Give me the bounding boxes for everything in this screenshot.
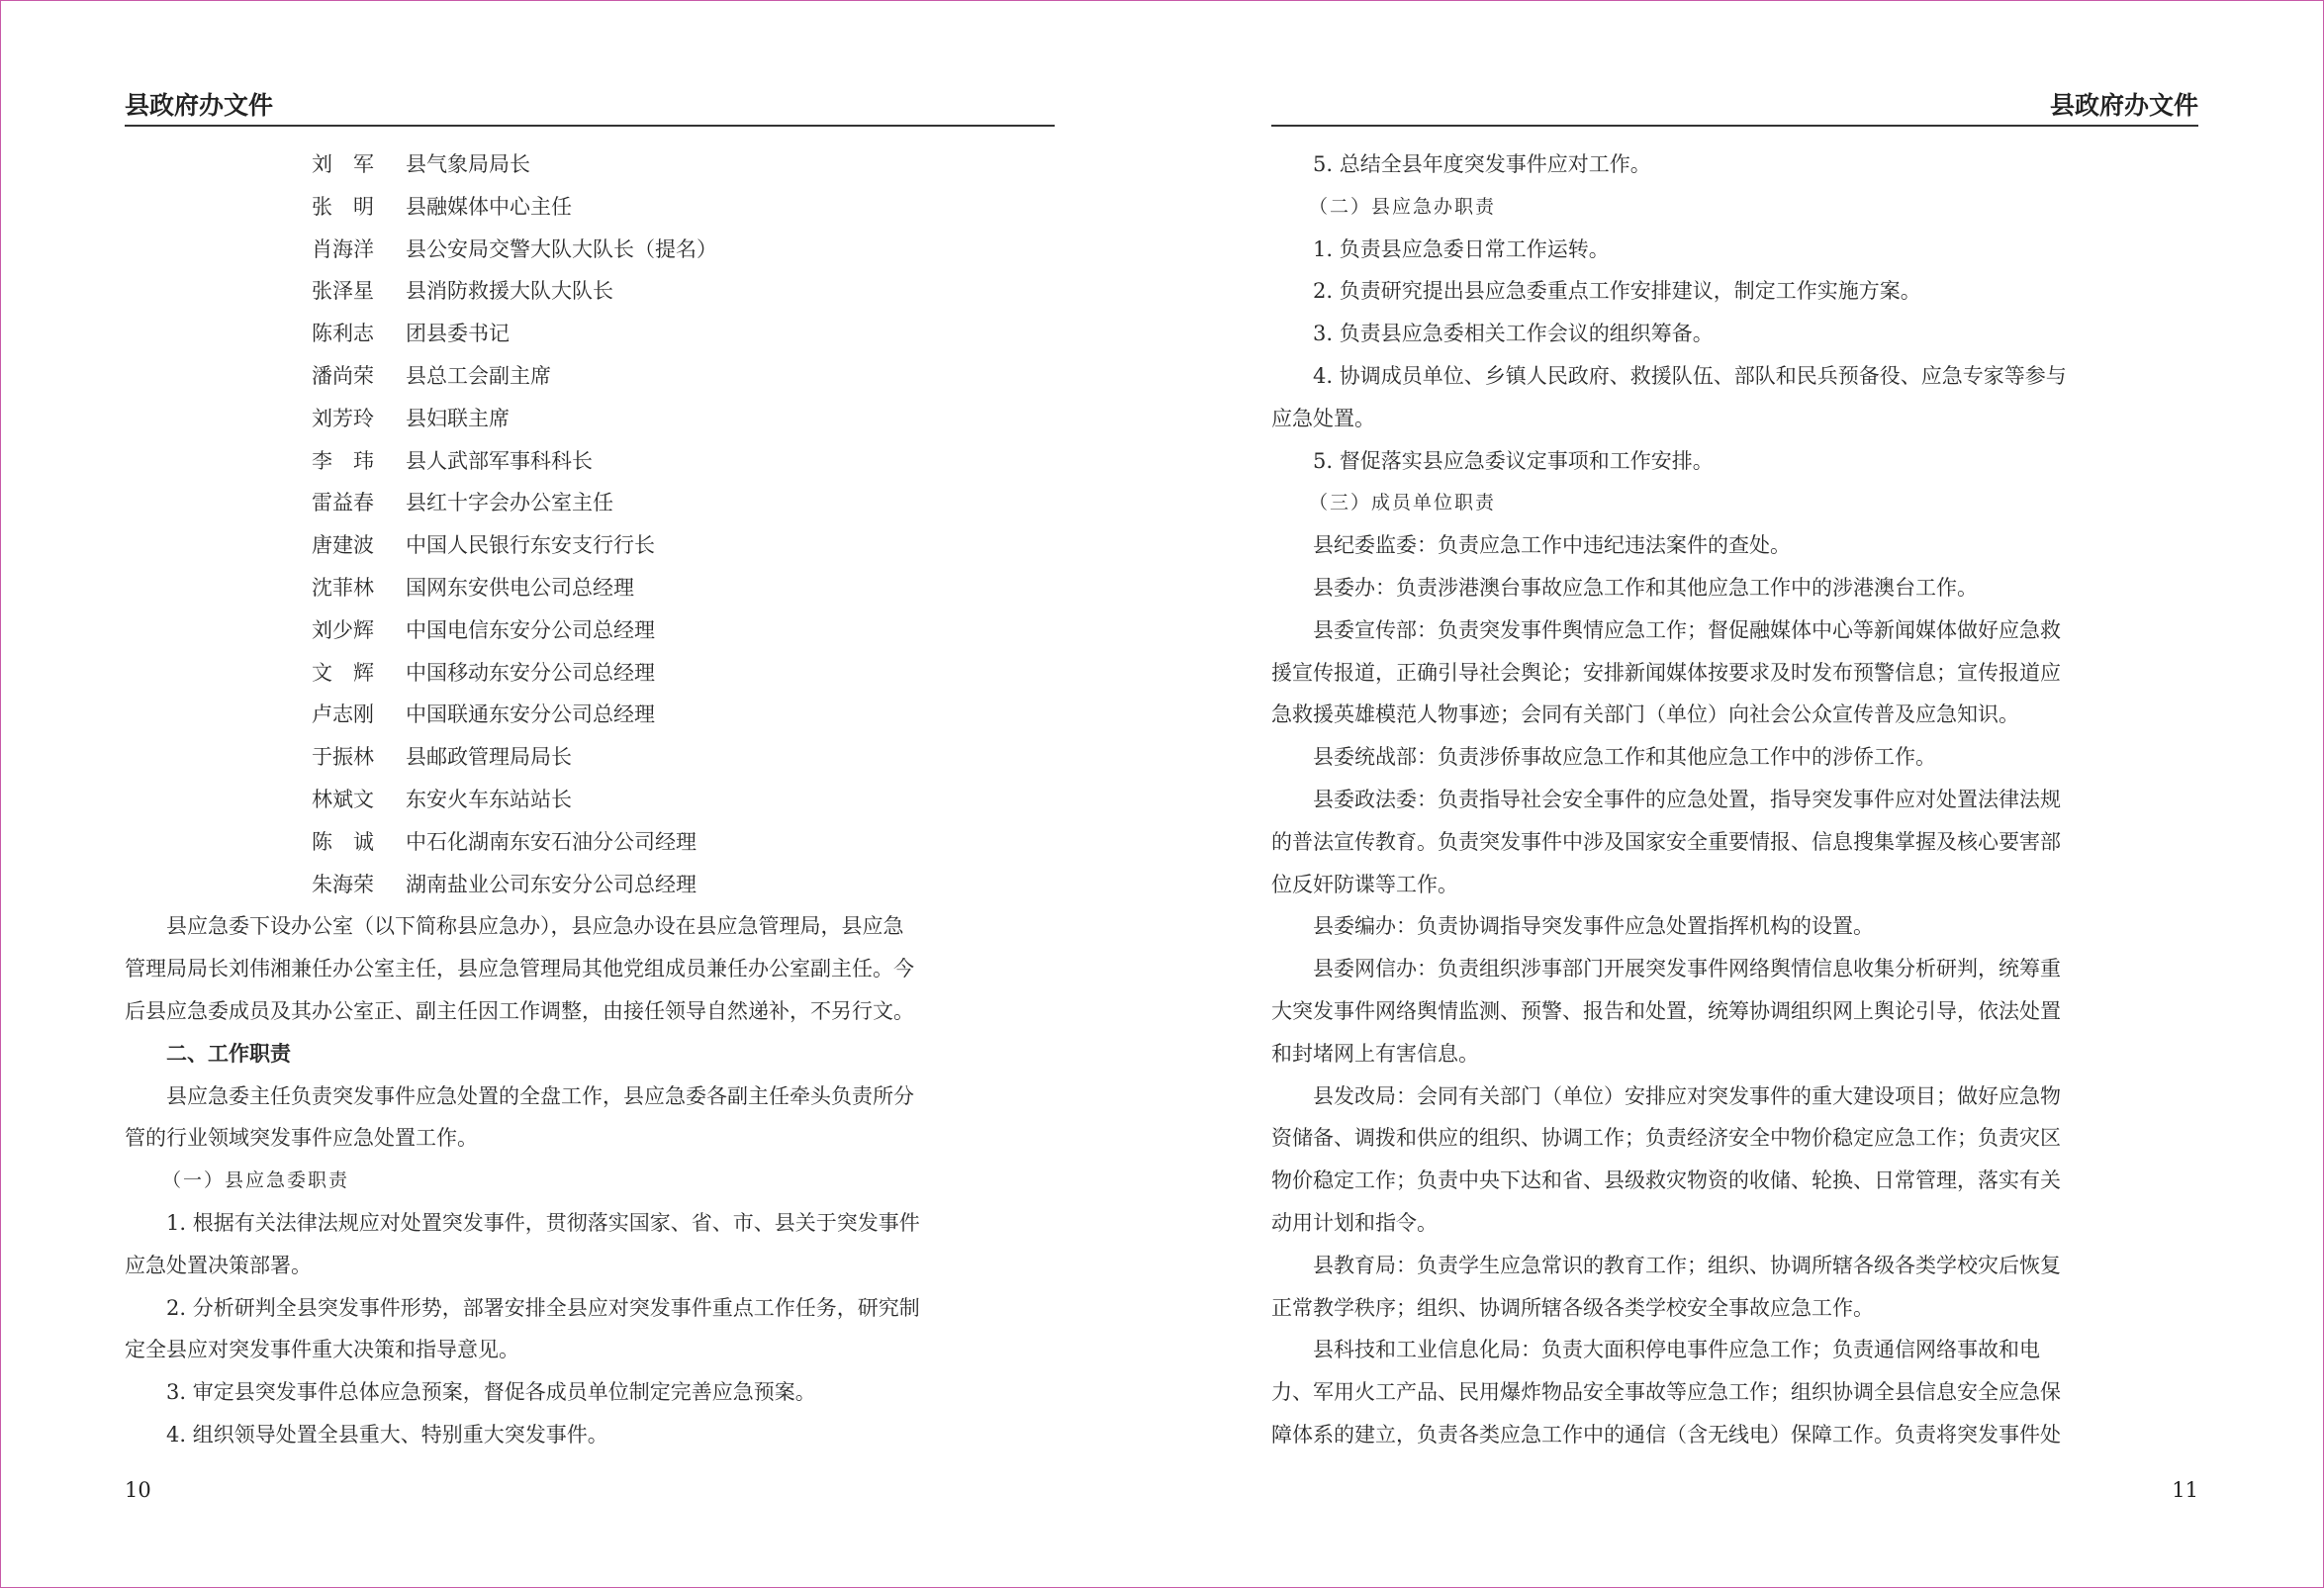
member-name: 朱海荣 bbox=[312, 872, 374, 896]
paragraph-line: 急救援英雄模范人物事迹；会同有关部门（单位）向社会公众宣传普及应急知识。 bbox=[1271, 702, 2019, 727]
paragraph-line: 物价稳定工作；负责中央下达和省、县级救灾物资的收储、轮换、日常管理，落实有关 bbox=[1271, 1168, 2061, 1193]
member-title: 县气象局局长 bbox=[406, 152, 530, 176]
member-row bbox=[125, 694, 1055, 736]
member-title: 县消防救援大队大队长 bbox=[406, 279, 613, 304]
member-name: 潘尚荣 bbox=[312, 363, 374, 388]
member-name: 沈菲林 bbox=[312, 575, 374, 600]
member-row bbox=[125, 143, 1055, 186]
member-name: 肖海洋 bbox=[312, 236, 374, 261]
paragraph-line: 1. 根据有关法律法规应对处置突发事件，贯彻落实国家、省、市、县关于突发事件 bbox=[166, 1210, 920, 1235]
paragraph-line: 资储备、调拨和供应的组织、协调工作；负责经济安全中物价稳定应急工作；负责灾区 bbox=[1271, 1126, 2061, 1151]
paragraph-line: 正常教学秩序；组织、协调所辖各级各类学校安全事故应急工作。 bbox=[1271, 1295, 1874, 1320]
paragraph-line: 县委统战部：负责涉侨事故应急工作和其他应急工作中的涉侨工作。 bbox=[1313, 745, 1936, 770]
member-row bbox=[125, 229, 1055, 271]
member-name: 刘 军 bbox=[312, 152, 374, 176]
paragraph-line: 5. 总结全县年度突发事件应对工作。 bbox=[1313, 152, 1651, 176]
member-title: 县红十字会办公室主任 bbox=[406, 491, 613, 515]
paragraph-line: 县委编办：负责协调指导突发事件应急处置指挥机构的设置。 bbox=[1313, 914, 1874, 939]
member-row bbox=[125, 864, 1055, 906]
paragraph-line: 和封堵网上有害信息。 bbox=[1271, 1041, 1479, 1066]
paragraph-line: 4. 协调成员单位、乡镇人民政府、救援队伍、部队和民兵预备役、应急专家等参与 bbox=[1313, 363, 2067, 388]
member-name: 文 辉 bbox=[312, 660, 374, 685]
paragraph-line: 应急处置。 bbox=[1271, 406, 1375, 430]
paragraph-line: 县纪委监委：负责应急工作中违纪违法案件的查处。 bbox=[1313, 533, 1791, 558]
paragraph-line: 应急处置决策部署。 bbox=[125, 1253, 312, 1277]
member-name: 卢志刚 bbox=[312, 702, 374, 727]
paragraph-line: 的普法宣传教育。负责突发事件中涉及国家安全重要情报、信息搜集掌握及核心要害部 bbox=[1271, 829, 2061, 854]
paragraph-line: 4. 组织领导处置全县重大、特别重大突发事件。 bbox=[166, 1422, 608, 1447]
member-name: 刘芳玲 bbox=[312, 406, 374, 430]
paragraph-line: 1. 负责县应急委日常工作运转。 bbox=[1313, 236, 1610, 261]
paragraph-line: 县应急委主任负责突发事件应急处置的全盘工作，县应急委各副主任牵头负责所分 bbox=[166, 1083, 914, 1108]
paragraph-line: 位反奸防谍等工作。 bbox=[1271, 872, 1458, 896]
paragraph-line: 县委宣传部：负责突发事件舆情应急工作；督促融媒体中心等新闻媒体做好应急救 bbox=[1313, 617, 2061, 642]
paragraph-line: 县科技和工业信息化局：负责大面积停电事件应急工作；负责通信网络事故和电 bbox=[1313, 1338, 2040, 1362]
paragraph-line: 县委网信办：负责组织涉事部门开展突发事件网络舆情信息收集分析研判，统筹重 bbox=[1313, 957, 2061, 981]
member-name: 唐建波 bbox=[312, 533, 374, 558]
paragraph-line: 障体系的建立，负责各类应急工作中的通信（含无线电）保障工作。负责将突发事件处 bbox=[1271, 1422, 2061, 1447]
member-name: 李 玮 bbox=[312, 448, 374, 473]
paragraph-line: 3. 审定县突发事件总体应急预案，督促各成员单位制定完善应急预案。 bbox=[166, 1380, 816, 1405]
member-title: 中国人民银行东安支行行长 bbox=[406, 533, 655, 558]
paragraph-line: 定全县应对突发事件重大决策和指导意见。 bbox=[125, 1338, 519, 1362]
member-row bbox=[125, 736, 1055, 779]
member-title: 中石化湖南东安石油分公司经理 bbox=[406, 829, 697, 854]
left-page-body bbox=[125, 143, 1055, 1456]
member-title: 县邮政管理局局长 bbox=[406, 745, 572, 770]
page-number: 11 bbox=[2172, 1478, 2198, 1502]
paragraph-line: 动用计划和指令。 bbox=[1271, 1210, 1438, 1235]
member-row bbox=[125, 652, 1055, 695]
member-title: 国网东安供电公司总经理 bbox=[406, 575, 634, 600]
member-name: 雷益春 bbox=[312, 491, 374, 515]
paragraph-line: 县委政法委：负责指导社会安全事件的应急处置，指导突发事件应对处置法律法规 bbox=[1313, 787, 2061, 811]
paragraph-line: 县应急委下设办公室（以下简称县应急办），县应急办设在县应急管理局，县应急 bbox=[166, 914, 904, 939]
page-number: 10 bbox=[125, 1478, 151, 1502]
paragraph-line: 2. 负责研究提出县应急委重点工作安排建议，制定工作实施方案。 bbox=[1313, 279, 1921, 304]
member-row bbox=[125, 524, 1055, 567]
member-row bbox=[125, 313, 1055, 355]
member-name: 陈 诚 bbox=[312, 829, 374, 854]
paragraph-line: 后县应急委成员及其办公室正、副主任因工作调整，由接任领导自然递补，不另行文。 bbox=[125, 998, 914, 1023]
subsection-heading: （一）县应急委职责 bbox=[162, 1169, 350, 1192]
member-name: 陈利志 bbox=[312, 322, 374, 346]
member-title: 东安火车东站站长 bbox=[406, 787, 572, 811]
paragraph-line: 3. 负责县应急委相关工作会议的组织筹备。 bbox=[1313, 322, 1714, 346]
paragraph-line: 管的行业领域突发事件应急处置工作。 bbox=[125, 1126, 478, 1151]
subsection-heading: （二）县应急办职责 bbox=[1309, 195, 1497, 218]
member-title: 县融媒体中心主任 bbox=[406, 194, 572, 219]
member-row bbox=[125, 440, 1055, 483]
member-title: 县总工会副主席 bbox=[406, 363, 551, 388]
member-title: 县公安局交警大队大队长（提名） bbox=[406, 236, 717, 261]
member-title: 县妇联主席 bbox=[406, 406, 510, 430]
paragraph-line: 县委办：负责涉港澳台事故应急工作和其他应急工作中的涉港澳台工作。 bbox=[1313, 575, 1978, 600]
paragraph-line: 管理局局长刘伟湘兼任办公室主任，县应急管理局其他党组成员兼任办公室副主任。今 bbox=[125, 957, 914, 981]
paragraph-line: 大突发事件网络舆情监测、预警、报告和处置，统筹协调组织网上舆论引导，依法处置 bbox=[1271, 998, 2061, 1023]
member-title: 中国移动东安分公司总经理 bbox=[406, 660, 655, 685]
member-row bbox=[125, 186, 1055, 229]
member-name: 刘少辉 bbox=[312, 617, 374, 642]
paragraph-line: 县教育局：负责学生应急常识的教育工作；组织、协调所辖各级各类学校灾后恢复 bbox=[1313, 1253, 2061, 1277]
member-row bbox=[125, 567, 1055, 609]
running-header: 县政府办文件 bbox=[125, 91, 1055, 127]
section-heading: 二、工作职责 bbox=[166, 1041, 291, 1066]
member-row bbox=[125, 821, 1055, 864]
member-row bbox=[125, 779, 1055, 821]
paragraph-line: 力、军用火工产品、民用爆炸物品安全事故等应急工作；组织协调全县信息安全应急保 bbox=[1271, 1380, 2061, 1405]
member-row bbox=[125, 609, 1055, 652]
running-header: 县政府办文件 bbox=[1271, 91, 2198, 127]
member-title: 中国电信东安分公司总经理 bbox=[406, 617, 655, 642]
right-page-body bbox=[1271, 143, 2198, 1456]
member-name: 于振林 bbox=[312, 745, 374, 770]
paragraph-line: 援宣传报道，正确引导社会舆论；安排新闻媒体按要求及时发布预警信息；宣传报道应 bbox=[1271, 660, 2061, 685]
member-title: 县人武部军事科科长 bbox=[406, 448, 593, 473]
member-name: 张泽星 bbox=[312, 279, 374, 304]
right-page bbox=[1271, 0, 2198, 1588]
left-page bbox=[125, 0, 1055, 1588]
member-row bbox=[125, 482, 1055, 524]
paragraph-line: 2. 分析研判全县突发事件形势，部署安排全县应对突发事件重点工作任务，研究制 bbox=[166, 1295, 920, 1320]
member-name: 张 明 bbox=[312, 194, 374, 219]
subsection-heading: （三）成员单位职责 bbox=[1309, 492, 1497, 514]
paragraph-line: 5. 督促落实县应急委议定事项和工作安排。 bbox=[1313, 448, 1714, 473]
paragraph-line: 县发改局：会同有关部门（单位）安排应对突发事件的重大建设项目；做好应急物 bbox=[1313, 1083, 2061, 1108]
member-title: 中国联通东安分公司总经理 bbox=[406, 702, 655, 727]
member-row bbox=[125, 355, 1055, 398]
member-title: 团县委书记 bbox=[406, 322, 510, 346]
member-row bbox=[125, 398, 1055, 440]
member-name: 林斌文 bbox=[312, 787, 374, 811]
member-title: 湖南盐业公司东安分公司总经理 bbox=[406, 872, 697, 896]
member-row bbox=[125, 270, 1055, 313]
